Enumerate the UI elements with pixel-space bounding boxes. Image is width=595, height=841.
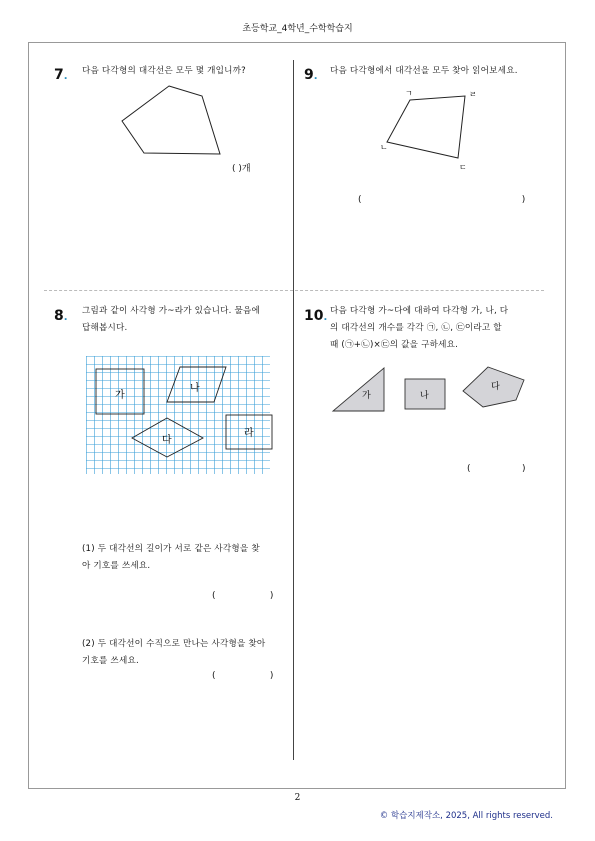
question-8-sub1-line2: 아 기호를 쓰세요.	[82, 561, 151, 571]
question-7-answer-blank[interactable]: ( )개	[232, 164, 251, 174]
vertex-label-giyeok: ㄱ	[405, 89, 413, 98]
label-da: 다	[162, 435, 172, 446]
page-number: 2	[294, 793, 301, 803]
question-7-text: 다음 다각형의 대각선은 모두 몇 개입니까?	[82, 66, 246, 76]
question-8-grid-figure	[86, 356, 270, 474]
vertex-label-nieun: ㄴ	[380, 143, 388, 152]
question-9-text: 다음 다각형에서 대각선을 모두 찾아 읽어보세요.	[330, 66, 518, 76]
question-8-sub2-line2: 기호를 쓰세요.	[82, 656, 139, 666]
label-ga: 가	[362, 391, 371, 401]
page-header: 초등학교_4학년_수학학습지	[242, 24, 353, 34]
question-10-shapes	[330, 364, 530, 414]
question-10-text-line2: 의 대각선의 개수를 각각 ㉠, ㉡, ㉢이라고 할	[330, 323, 502, 333]
label-na: 나	[420, 391, 429, 401]
column-divider	[293, 60, 294, 760]
question-8-text-line2: 답해봅시다.	[82, 323, 128, 333]
question-7-number: 7.	[54, 67, 68, 83]
copyright-text: © 학습지제작소, 2025, All rights reserved.	[379, 811, 553, 821]
label-na: 나	[190, 383, 200, 394]
question-7-pentagon	[118, 84, 224, 158]
label-ga: 가	[115, 390, 125, 401]
question-8-sub1-line1: (1) 두 대각선의 길이가 서로 같은 사각형을 찾	[82, 544, 260, 554]
question-10-text-line1: 다음 다각형 가~다에 대하여 다각형 가, 나, 다	[330, 306, 509, 316]
question-8-sub2-line1: (2) 두 대각선이 수직으로 만나는 사각형을 찾아	[82, 639, 266, 649]
vertex-label-digeut: ㄷ	[459, 163, 467, 172]
question-10-number: 10.	[304, 308, 328, 324]
question-9-number: 9.	[304, 67, 318, 83]
label-ra: 라	[244, 428, 254, 439]
question-10-answer-blank[interactable]: ( )	[467, 464, 526, 474]
row-divider	[44, 290, 544, 291]
vertex-label-rieul: ㄹ	[469, 90, 477, 99]
question-8-sub1-answer-blank[interactable]: ( )	[212, 591, 274, 601]
question-8-number: 8.	[54, 308, 68, 324]
question-10-text-line3: 때 (㉠+㉡)×㉢의 값을 구하세요.	[330, 340, 459, 350]
question-9-quadrilateral	[375, 88, 475, 174]
question-8-text-line1: 그림과 같이 사각형 가~라가 있습니다. 물음에	[82, 306, 261, 316]
question-9-answer-blank[interactable]: ( )	[358, 195, 526, 205]
label-da: 다	[491, 382, 500, 392]
shape-ga-triangle	[333, 368, 384, 411]
question-8-sub2-answer-blank[interactable]: ( )	[212, 671, 274, 681]
